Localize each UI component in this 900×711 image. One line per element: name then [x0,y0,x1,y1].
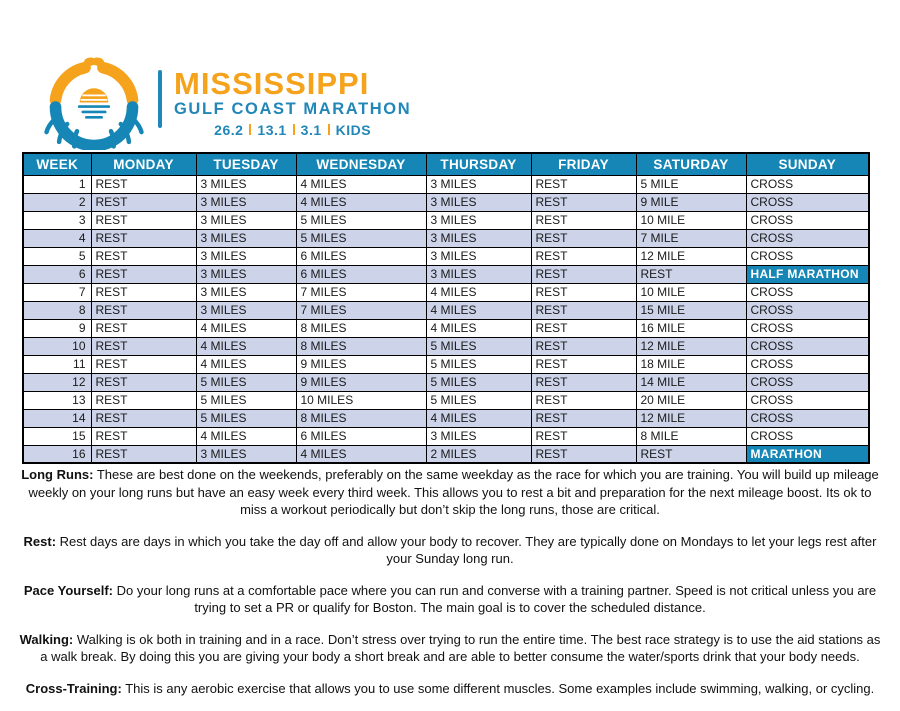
workout-cell: REST [636,445,746,463]
workout-cell: 7 MILES [296,301,426,319]
workout-cell: 6 MILES [296,427,426,445]
workout-cell: 3 MILES [196,175,296,193]
workout-cell: 6 MILES [296,247,426,265]
note-label: Long Runs: [21,467,94,482]
logo-subtitle: GULF COAST MARATHON [174,99,412,118]
separator-bar [328,124,330,135]
workout-cell: 4 MILES [196,427,296,445]
workout-cell: CROSS [746,175,869,193]
workout-cell: 5 MILES [426,355,531,373]
distance-full: 26.2 [214,121,244,138]
table-row [23,175,869,193]
workout-cell: REST [531,283,636,301]
workout-cell: REST [91,319,196,337]
column-header-wednesday: WEDNESDAY [296,153,426,175]
workout-cell: CROSS [746,301,869,319]
note [18,631,882,666]
marathon-logo [36,56,411,150]
week-number-cell: 7 [23,283,91,301]
table-row [23,193,869,211]
note-label: Walking: [19,631,74,647]
table-row [23,211,869,229]
workout-cell: 5 MILES [426,391,531,409]
workout-cell: REST [531,247,636,265]
workout-cell: 5 MILES [426,337,531,355]
workout-cell: REST [531,193,636,211]
workout-cell: CROSS [746,355,869,373]
workout-cell: REST [531,211,636,229]
workout-cell: REST [531,301,636,319]
workout-cell: 4 MILES [296,175,426,193]
workout-cell: 8 MILES [296,319,426,337]
workout-cell: REST [91,409,196,427]
workout-cell: 3 MILES [196,445,296,463]
workout-cell: REST [91,193,196,211]
workout-cell: CROSS [746,409,869,427]
note-text: Do your long runs at a comfortable pace where you can run and converse with a training partner. Speed is not critical unless you are trying to set a PR or qualify for Boston. The main goal is to cover the scheduled distance. [116,582,877,615]
table-row [23,409,869,427]
workout-cell: 3 MILES [196,211,296,229]
workout-cell: 16 MILE [636,319,746,337]
workout-cell: CROSS [746,283,869,301]
table-row [23,265,869,283]
week-number-cell: 14 [23,409,91,427]
workout-cell: 8 MILE [636,427,746,445]
workout-cell: 5 MILES [426,373,531,391]
workout-cell: 3 MILES [426,193,531,211]
note-label: Rest: [23,533,57,549]
workout-cell: CROSS [746,319,869,337]
workout-cell: 3 MILES [196,247,296,265]
note-text: This is any aerobic exercise that allows you to use some different muscles. Some examples include swimming, walking, or cycling. [125,680,875,696]
training-schedule [22,152,870,464]
workout-cell: CROSS [746,373,869,391]
week-number-cell: 16 [23,445,91,463]
week-number-cell: 13 [23,391,91,409]
workout-cell: CROSS [746,211,869,229]
workout-cell: 8 MILES [296,409,426,427]
workout-cell: CROSS [746,391,869,409]
workout-cell: 4 MILES [196,355,296,373]
workout-cell: 12 MILE [636,247,746,265]
column-header-friday: FRIDAY [531,153,636,175]
week-number-cell: 6 [23,265,91,283]
week-number-cell: 1 [23,175,91,193]
workout-cell: 4 MILES [426,301,531,319]
workout-cell: 4 MILES [426,283,531,301]
workout-cell: 9 MILE [636,193,746,211]
workout-cell: 12 MILE [636,409,746,427]
workout-cell: REST [636,265,746,283]
note-text: Rest days are days in which you take the day off and allow your body to recover. They are typically done on Mondays to let your legs rest after your Sunday long run. [59,533,877,566]
workout-cell: REST [531,265,636,283]
note-label: Pace Yourself: [23,582,113,598]
week-number-cell: 10 [23,337,91,355]
week-number-cell: 2 [23,193,91,211]
workout-cell: REST [91,391,196,409]
table-row [23,355,869,373]
column-header-week: WEEK [23,153,91,175]
workout-cell: 3 MILES [426,229,531,247]
note-label: Cross-Training: [25,680,122,696]
table-row [23,445,869,463]
workout-cell: 4 MILES [196,337,296,355]
workout-cell: 4 MILES [296,193,426,211]
workout-cell: 3 MILES [196,229,296,247]
workout-cell: REST [91,301,196,319]
workout-cell: REST [91,283,196,301]
column-header-sunday: SUNDAY [746,153,869,175]
distance-half: 13.1 [257,121,287,138]
distance-5k: 3.1 [300,121,322,138]
week-number-cell: 9 [23,319,91,337]
workout-cell: 3 MILES [196,193,296,211]
week-number-cell: 5 [23,247,91,265]
workout-cell: 5 MILES [196,409,296,427]
workout-cell: CROSS [746,337,869,355]
week-number-cell: 11 [23,355,91,373]
workout-cell: 6 MILES [296,265,426,283]
workout-cell: 10 MILE [636,211,746,229]
workout-cell: 4 MILES [426,319,531,337]
workout-cell: 4 MILES [426,409,531,427]
column-header-thursday: THURSDAY [426,153,531,175]
workout-cell: REST [531,229,636,247]
separator-bar [249,124,251,135]
workout-cell: 3 MILES [426,211,531,229]
workout-cell: REST [531,445,636,463]
workout-cell: REST [531,355,636,373]
week-number-cell: 12 [23,373,91,391]
logo-divider-bar [158,70,162,128]
distance-kids: KIDS [335,121,372,138]
week-number-cell: 3 [23,211,91,229]
workout-cell: 10 MILE [636,283,746,301]
workout-cell: REST [531,373,636,391]
separator-bar [293,124,295,135]
workout-cell: 2 MILES [426,445,531,463]
workout-cell: 5 MILES [296,211,426,229]
workout-cell: 3 MILES [426,175,531,193]
table-row [23,427,869,445]
workout-cell: REST [91,427,196,445]
logo-distances [174,122,411,138]
workout-cell: REST [91,175,196,193]
week-number-cell: 15 [23,427,91,445]
workout-cell: HALF MARATHON [746,265,869,283]
note-text: Walking is ok both in training and in a race. Don’t stress over trying to run the entire time. The best race strategy is to use the aid stations as a walk break. By doing this you are giving your body a short break and are able to better consume the water/sports drink that your body needs. [40,631,881,664]
workout-cell: REST [531,391,636,409]
workout-cell: 5 MILES [196,391,296,409]
table-row [23,337,869,355]
workout-cell: 12 MILE [636,337,746,355]
table-row [23,247,869,265]
training-schedule-table [22,152,870,464]
workout-cell: CROSS [746,247,869,265]
note [18,582,882,617]
column-header-tuesday: TUESDAY [196,153,296,175]
logo-title: MISSISSIPPI [174,65,370,101]
workout-cell: 9 MILES [296,373,426,391]
crab-sun-icon [36,56,152,150]
workout-cell: REST [91,229,196,247]
workout-cell: REST [531,337,636,355]
workout-cell: 5 MILES [296,229,426,247]
table-row [23,391,869,409]
table-row [23,373,869,391]
workout-cell: REST [91,265,196,283]
workout-cell: 7 MILES [296,283,426,301]
column-header-monday: MONDAY [91,153,196,175]
workout-cell: REST [91,337,196,355]
table-header-row [23,153,869,175]
table-row [23,283,869,301]
workout-cell: CROSS [746,193,869,211]
week-number-cell: 8 [23,301,91,319]
note [18,533,882,568]
training-notes [18,466,882,711]
table-row [23,229,869,247]
workout-cell: 3 MILES [196,283,296,301]
workout-cell: CROSS [746,229,869,247]
workout-cell: REST [91,373,196,391]
workout-cell: 3 MILES [426,265,531,283]
workout-cell: MARATHON [746,445,869,463]
workout-cell: 14 MILE [636,373,746,391]
note-text: These are best done on the weekends, preferably on the same weekday as the race for which you are training. You will build up mileage weekly on your long runs but have an easy week every third week. This allows you to rest a bit and preparation for the next mileage boost. Its ok to miss a workout periodically but don’t skip the long runs, those are critical. [28,467,879,517]
column-header-saturday: SATURDAY [636,153,746,175]
workout-cell: 18 MILE [636,355,746,373]
workout-cell: REST [91,211,196,229]
note [18,680,882,698]
workout-cell: REST [531,427,636,445]
workout-cell: 10 MILES [296,391,426,409]
workout-cell: 3 MILES [196,301,296,319]
workout-cell: 3 MILES [426,247,531,265]
table-row [23,301,869,319]
workout-cell: 15 MILE [636,301,746,319]
workout-cell: 8 MILES [296,337,426,355]
workout-cell: 4 MILES [296,445,426,463]
workout-cell: REST [531,319,636,337]
workout-cell: 5 MILES [196,373,296,391]
week-number-cell: 4 [23,229,91,247]
workout-cell: 4 MILES [196,319,296,337]
workout-cell: 7 MILE [636,229,746,247]
note [18,466,882,519]
workout-cell: REST [91,355,196,373]
workout-cell: 3 MILES [426,427,531,445]
workout-cell: REST [91,247,196,265]
workout-cell: REST [531,409,636,427]
workout-cell: CROSS [746,427,869,445]
table-row [23,319,869,337]
workout-cell: 9 MILES [296,355,426,373]
workout-cell: 20 MILE [636,391,746,409]
workout-cell: REST [531,175,636,193]
workout-cell: 5 MILE [636,175,746,193]
workout-cell: REST [91,445,196,463]
workout-cell: 3 MILES [196,265,296,283]
